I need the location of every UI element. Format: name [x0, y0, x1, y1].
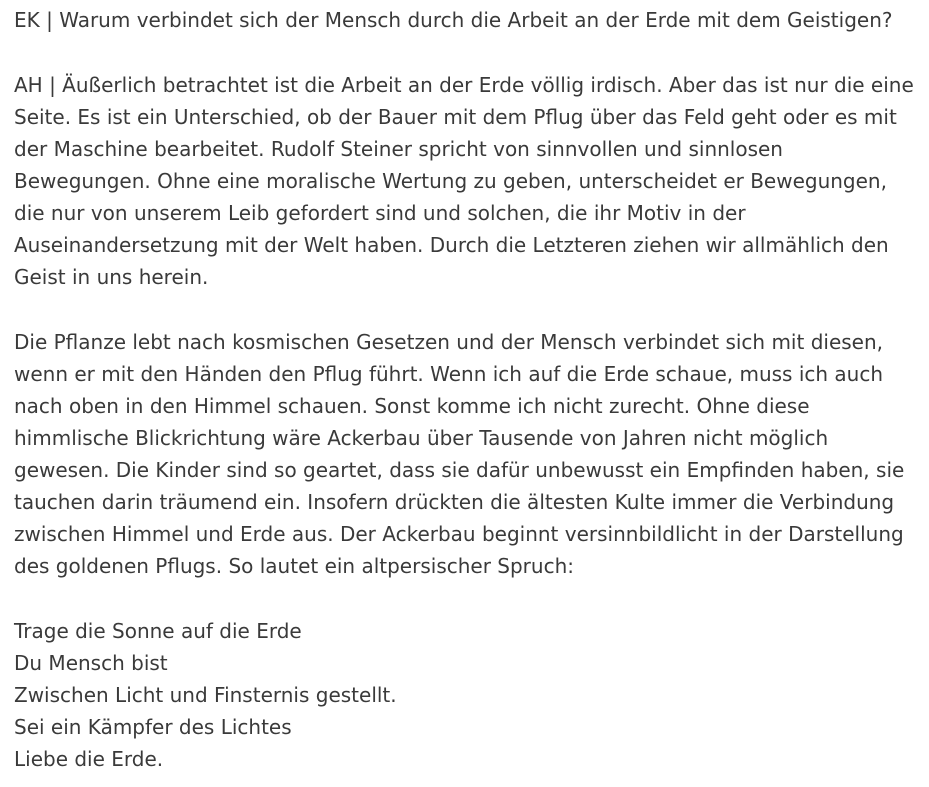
- paragraph-line: des goldenen Pflugs. So lautet ein altpersischer Spruch:: [14, 554, 574, 578]
- paragraph-line: Die Pflanze lebt nach kosmischen Gesetzen und der Mensch verbindet sich mit diesen,: [14, 330, 884, 354]
- paragraph-line: nach oben in den Himmel schauen. Sonst komme ich nicht zurecht. Ohne diese: [14, 394, 810, 418]
- poem-line: Sei ein Kämpfer des Lichtes: [14, 715, 292, 739]
- answer-line: Seite. Es ist ein Unterschied, ob der Bauer mit dem Pflug über das Feld geht oder es mit: [14, 105, 897, 129]
- answer-line: der Maschine bearbeitet. Rudolf Steiner spricht von sinnvollen und sinnlosen: [14, 137, 783, 161]
- poem-line: Zwischen Licht und Finsternis gestellt.: [14, 683, 397, 707]
- poem-line: Du Mensch bist: [14, 651, 168, 675]
- paragraph-line: wenn er mit den Händen den Pflug führt. Wenn ich auf die Erde schaue, muss ich auch: [14, 362, 884, 386]
- paragraph-two: [14, 326, 929, 582]
- poem-line: Liebe die Erde.: [14, 747, 164, 771]
- paragraph-gap: [14, 293, 929, 326]
- poem-line: Trage die Sonne auf die Erde: [14, 619, 302, 643]
- paragraph-line: himmlische Blickrichtung wäre Ackerbau über Tausende von Jahren nicht möglich: [14, 426, 829, 450]
- question-line: EK | Warum verbindet sich der Mensch durch die Arbeit an der Erde mit dem Geistigen?: [14, 8, 893, 32]
- paragraph-line: zwischen Himmel und Erde aus. Der Ackerbau beginnt versinnbildlicht in der Darstellung: [14, 522, 904, 546]
- paragraph-line: tauchen darin träumend ein. Insofern drückten die ältesten Kulte immer die Verbindung: [14, 490, 895, 514]
- interview-answer: [14, 69, 929, 293]
- poem: [14, 615, 929, 775]
- interview-question: [14, 4, 929, 36]
- paragraph-gap: [14, 582, 929, 615]
- answer-line: Geist in uns herein.: [14, 265, 209, 289]
- answer-line: die nur von unserem Leib gefordert sind und solchen, die ihr Motiv in der: [14, 201, 746, 225]
- answer-line: Auseinandersetzung mit der Welt haben. Durch die Letzteren ziehen wir allmählich den: [14, 233, 889, 257]
- paragraph-line: gewesen. Die Kinder sind so geartet, dass sie dafür unbewusst ein Empfinden haben, sie: [14, 458, 905, 482]
- answer-line: AH | Äußerlich betrachtet ist die Arbeit an der Erde völlig irdisch. Aber das ist nur die eine: [14, 73, 914, 97]
- answer-line: Bewegungen. Ohne eine moralische Wertung zu geben, unterscheidet er Bewegungen,: [14, 169, 887, 193]
- paragraph-gap: [14, 36, 929, 69]
